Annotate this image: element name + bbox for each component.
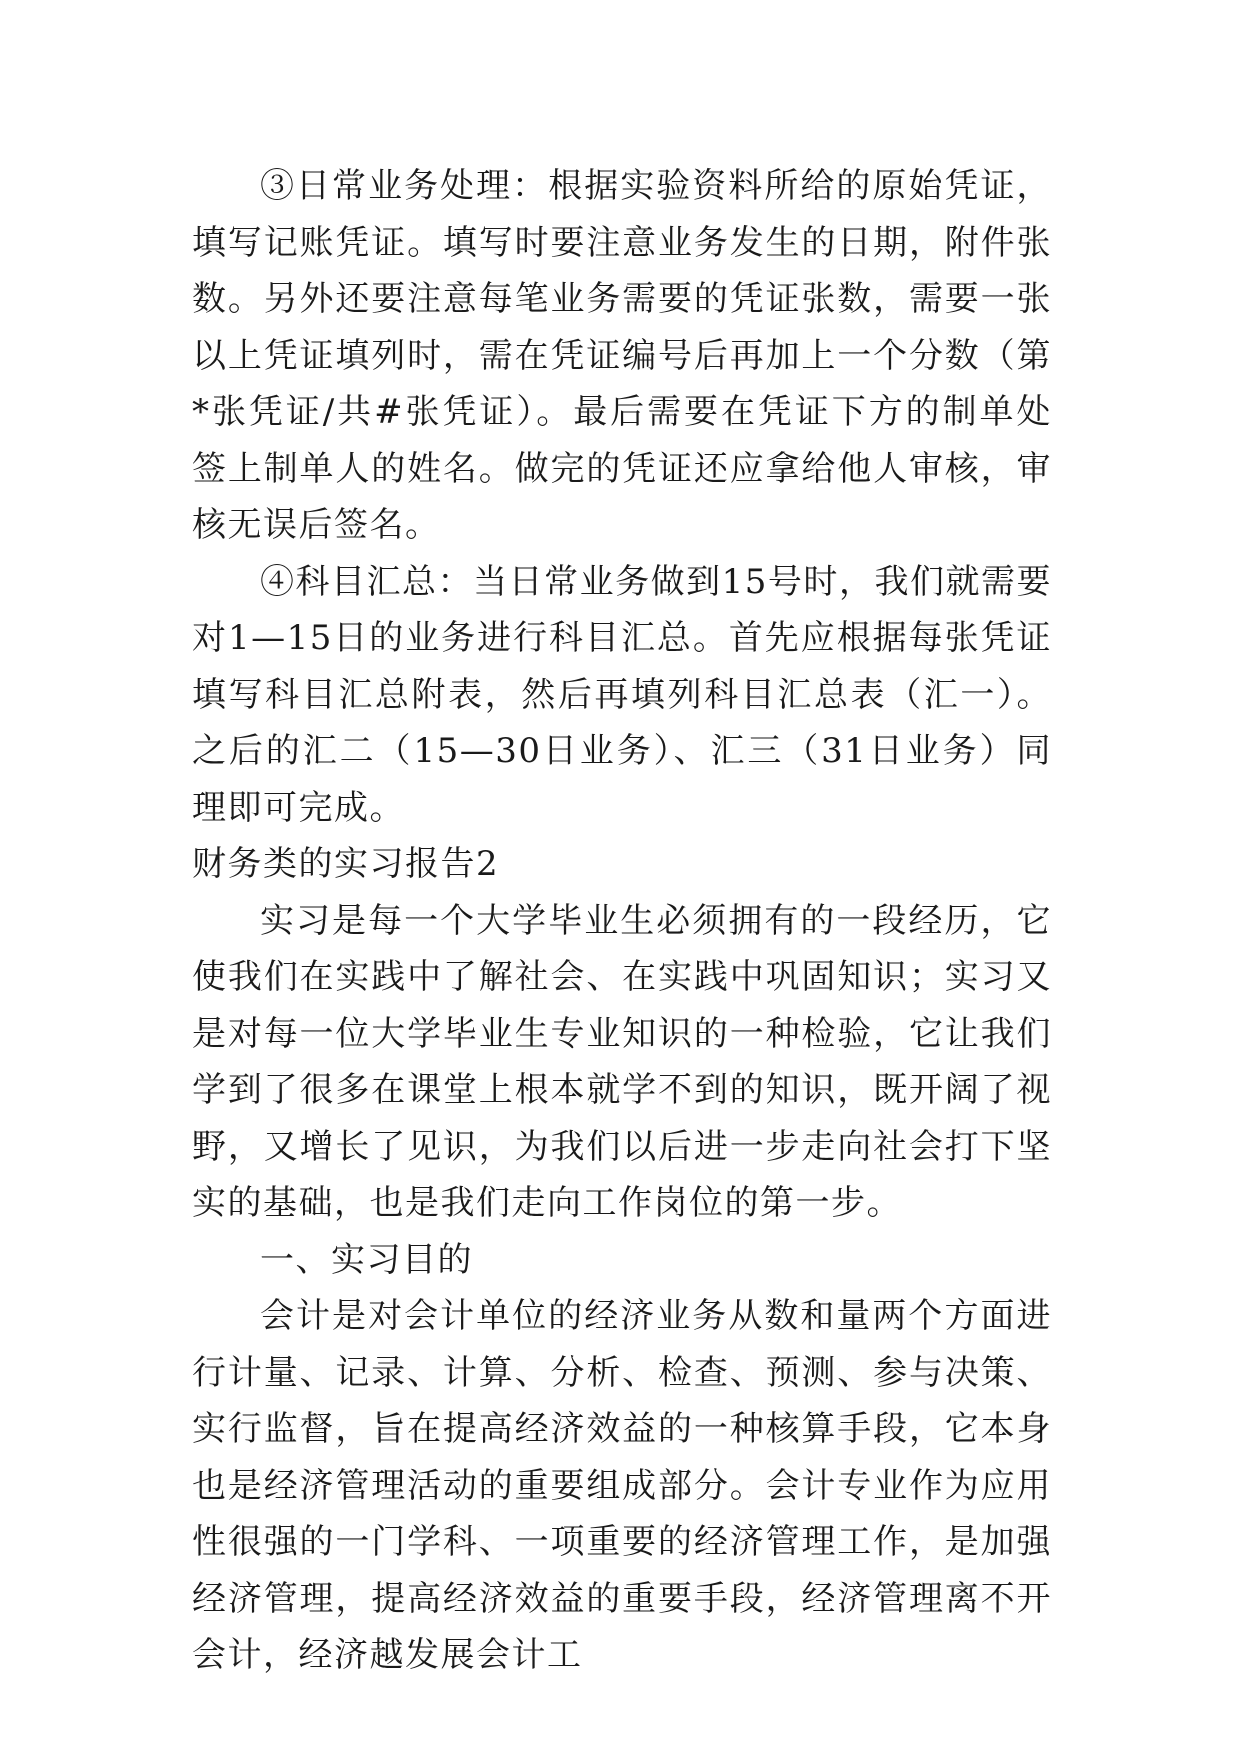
paragraph-voucher-processing: ③日常业务处理：根据实验资料所给的原始凭证，填写记账凭证。填写时要注意业务发生的日期，附件张数。另外还要注意每笔业务需要的凭证张数，需要一张以上凭证填列时，需在凭证编号后再加上一个分数（第*张凭证/共#张凭证）。最后需要在凭证下方的制单处签上制单人的姓名。做完的凭证还应拿给他人审核，审核无误后签名。	[192, 166, 1052, 545]
section-heading-internship-purpose: 一、实习目的	[260, 1239, 473, 1280]
paragraph-account-summary: ④科目汇总：当日常业务做到15号时，我们就需要对1—15日的业务进行科目汇总。首先应根据每张凭证填写科目汇总附表，然后再填列科目汇总表（汇一）。之后的汇二（15—30日业务）、汇三（31日业务）同理即可完成。	[192, 561, 1052, 828]
report-title: 财务类的实习报告2	[192, 844, 500, 884]
paragraph-accounting-definition: 会计是对会计单位的经济业务从数和量两个方面进行计量、记录、计算、分析、检查、预测、参与决策、实行监督，旨在提高经济效益的一种核算手段，它本身也是经济管理活动的重要组成部分。会计专业作为应用性很强的一门学科、一项重要的经济管理工作，是加强经济管理，提高经济效益的重要手段，经济管理离不开会计，经济越发展会计工	[192, 1296, 1052, 1675]
paragraph-internship-intro: 实习是每一个大学毕业生必须拥有的一段经历，它使我们在实践中了解社会、在实践中巩固知识；实习又是对每一位大学毕业生专业知识的一种检验，它让我们学到了很多在课堂上根本就学不到的知识，既开阔了视野，又增长了见识，为我们以后进一步走向社会打下坚实的基础，也是我们走向工作岗位的第一步。	[192, 900, 1052, 1223]
document-body	[192, 158, 1052, 1684]
